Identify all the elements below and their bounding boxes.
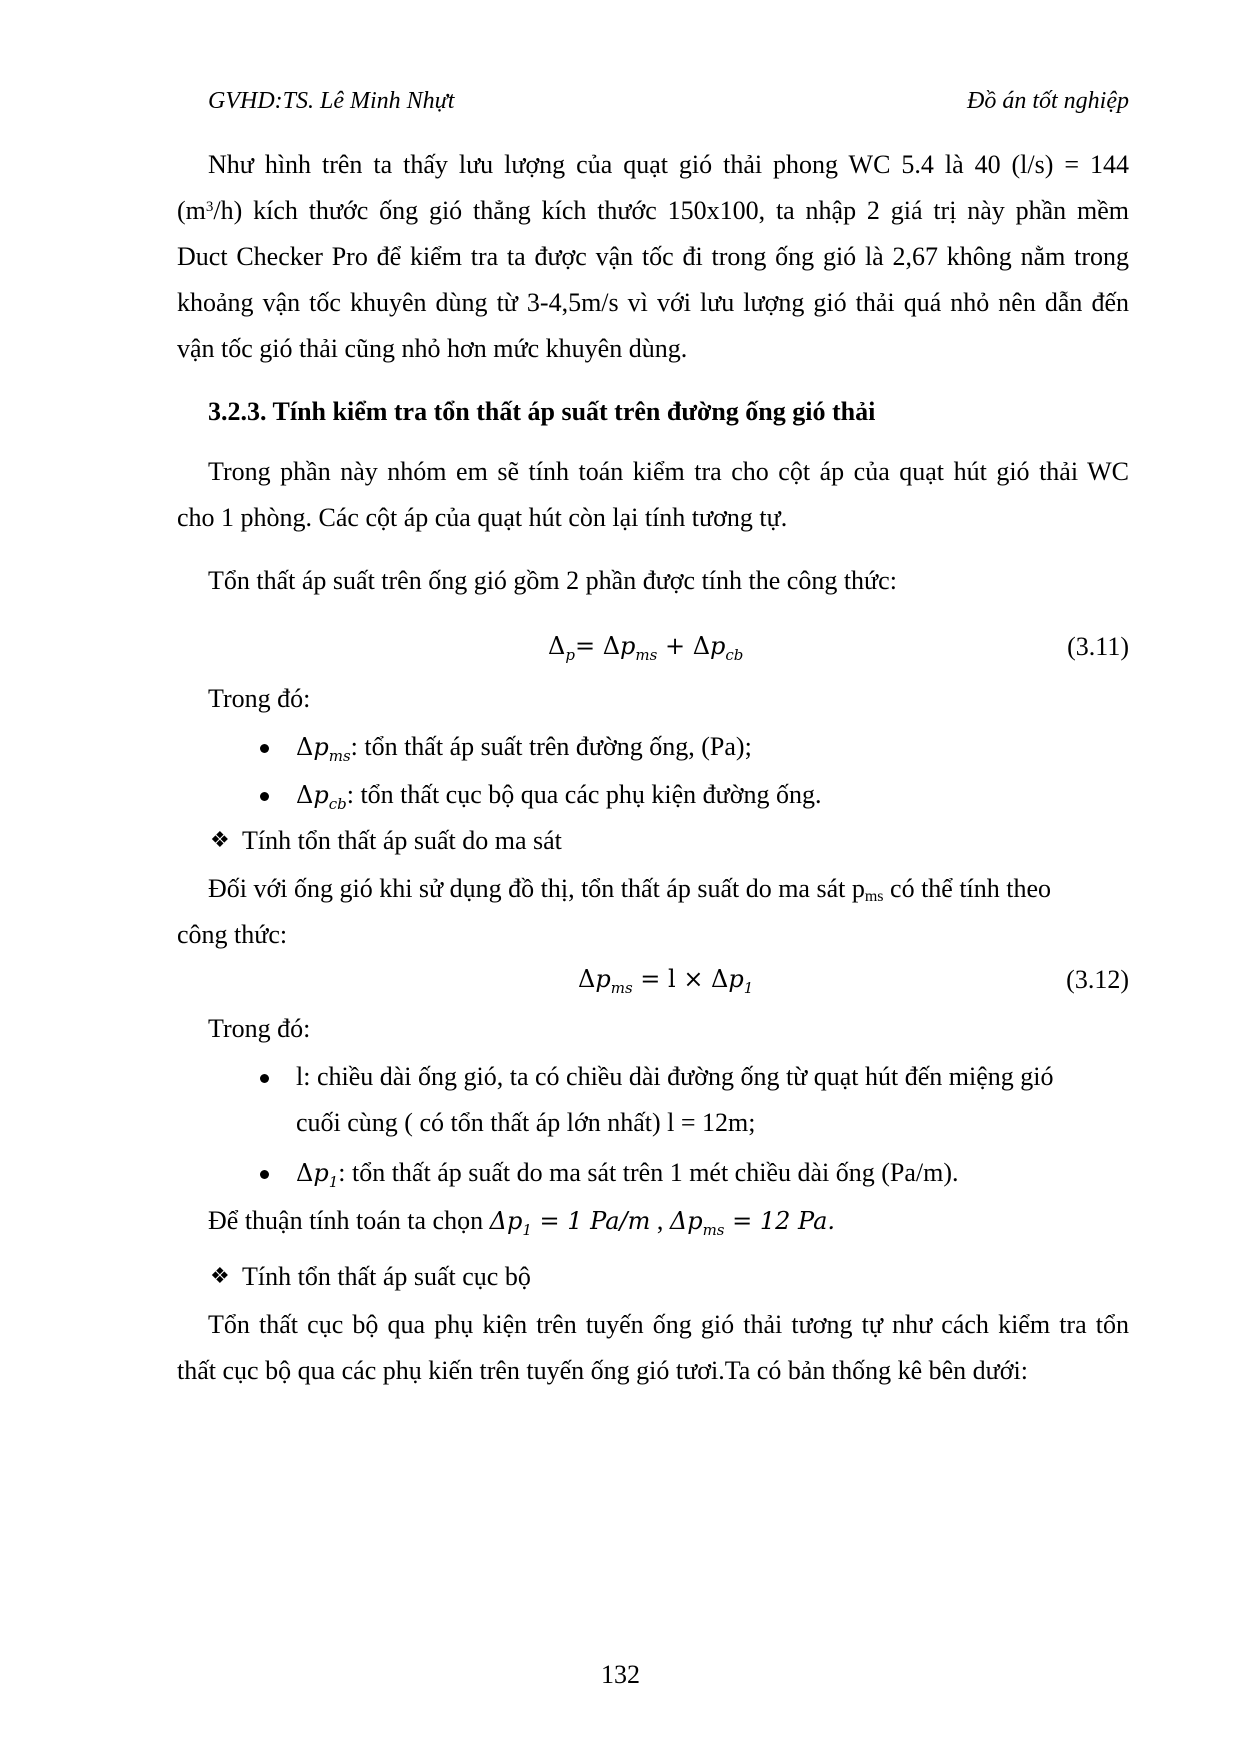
header-supervisor: GVHD:TS. Lê Minh Nhựt <box>208 88 455 114</box>
equation-3-11: $\Delta_p= \Delta p_{ms} + \Delta p_{cb}$ <box>548 632 744 664</box>
dp1-symbol: $\Delta p_1$ <box>296 1159 339 1191</box>
trong-do-label-2: Trong đó: <box>208 1014 311 1043</box>
dp-ms-text: : tổn thất áp suất trên đường ống, (Pa); <box>350 732 752 761</box>
para5-separator: , <box>650 1206 670 1235</box>
eq311-ms-sub: ms <box>635 646 658 664</box>
para1-line3: Duct Checker Pro để kiểm tra ta được vận tốc đi trong ống gió là 2,67 không nằm trong <box>177 242 1129 271</box>
cubic-superscript: 3 <box>205 199 214 215</box>
diamond-bullet-icon: ❖ <box>210 1264 230 1289</box>
dp-ms-value-rest: = 12 Pa. <box>724 1207 836 1235</box>
eq312-1-sub: 1 <box>743 979 754 997</box>
para5-text: Để thuận tính toán ta chọn <box>208 1206 490 1235</box>
para1-line2 <box>177 196 1129 226</box>
dp1-value <box>489 1207 651 1239</box>
para1-line5: vận tốc gió thải cũng nhỏ hơn mức khuyên dùng. <box>177 334 688 363</box>
trong-do-label-1: Trong đó: <box>208 684 311 713</box>
dp-ms-symbol: $\Delta p_{ms}$ <box>296 733 351 765</box>
subheading-friction-loss: Tính tổn thất áp suất do ma sát <box>242 826 562 855</box>
eq311-equals: = Δ <box>574 632 621 660</box>
equation-number-3-12: (3.12) <box>1066 965 1129 994</box>
dp1-sub: 1 <box>328 1173 339 1191</box>
eq311-delta: Δ <box>548 632 566 660</box>
dp1-value-sub: 1 <box>522 1221 532 1239</box>
section-heading: 3.2.3. Tính kiểm tra tổn thất áp suất trên đường ống gió thải <box>208 397 876 426</box>
para2-line1: Trong phần này nhóm em sẽ tính toán kiểm tra cho cột áp của quạt hút gió thải WC <box>208 457 1129 486</box>
bullet-dot <box>260 1170 269 1179</box>
dp-ms-value-symbol: Δp <box>669 1207 703 1235</box>
equation-3-12: $\Delta p_{ms} = l \times \Delta p_1$ <box>578 965 754 997</box>
dp-ms-value-sub: ms <box>702 1221 725 1239</box>
dp1-value-symbol: Δp <box>489 1207 523 1235</box>
para2-line2: cho 1 phòng. Các cột áp của quạt hút còn lại tính tương tự. <box>177 503 788 532</box>
eq311-plus: + Δ <box>657 632 711 660</box>
eq312-rhs: = l × Δ <box>632 965 729 993</box>
diamond-bullet-icon: ❖ <box>210 828 230 853</box>
para4-line1-start: Đối với ống gió khi sử dụng đồ thị, tổn thất áp suất do ma sát p <box>208 874 865 903</box>
para1-line2-start: (m <box>177 196 206 225</box>
dp-ms-sub: ms <box>328 747 351 765</box>
bullet-dp1 <box>296 1158 1241 1191</box>
eq312-ms-sub: ms <box>610 979 633 997</box>
page-number: 132 <box>601 1660 640 1689</box>
bullet-dot <box>260 1074 269 1083</box>
eq311-cb-sub: cb <box>725 646 744 664</box>
bullet-dot <box>260 792 269 801</box>
para1-line2-rest: /h) kích thước ống gió thẳng kích thước 150x100, ta nhập 2 giá trị này phần mềm <box>213 196 1129 225</box>
para1-line1: Như hình trên ta thấy lưu lượng của quạt gió thải phong WC 5.4 là 40 (l/s) = 144 <box>208 150 1129 179</box>
para4-line1-end: có thể tính theo <box>883 874 1052 903</box>
dp-cb-sub: cb <box>328 795 347 813</box>
para5 <box>208 1206 1160 1239</box>
bullet-length-line2: cuối cùng ( có tổn thất áp lớn nhất) l = 12m; <box>296 1108 756 1137</box>
para4-line2: công thức: <box>177 920 288 949</box>
para3: Tổn thất áp suất trên ống gió gồm 2 phần được tính the công thức: <box>208 566 897 595</box>
subheading-local-loss: Tính tổn thất áp suất cục bộ <box>242 1262 531 1291</box>
eq311-p-sub: p <box>565 646 575 664</box>
bullet-dot <box>260 744 269 753</box>
bullet-dp-ms <box>296 732 1241 765</box>
para4-line1 <box>208 874 1160 906</box>
para6-line1: Tổn thất cục bộ qua phụ kiện trên tuyến ống gió thải tương tự như cách kiểm tra tổn <box>208 1310 1129 1339</box>
header-document-type: Đồ án tốt nghiệp <box>967 88 1129 114</box>
bullet-length-line1: l: chiều dài ống gió, ta có chiều dài đường ống từ quạt hút đến miệng gió <box>296 1062 1054 1091</box>
para1-line4: khoảng vận tốc khuyên dùng từ 3-4,5m/s vì với lưu lượng gió thải quá nhỏ nên dẫn đến <box>177 288 1129 317</box>
dp-cb-symbol: $\Delta p_{cb}$ <box>296 781 347 813</box>
dp-cb-text: : tổn thất cục bộ qua các phụ kiện đường ống. <box>346 780 822 809</box>
para6-line2: thất cục bộ qua các phụ kiến trên tuyến ống gió tươi.Ta có bản thống kê bên dưới: <box>177 1356 1028 1385</box>
dp1-text: : tổn thất áp suất do ma sát trên 1 mét chiều dài ống (Pa/m). <box>338 1158 959 1187</box>
p-ms-subscript: ms <box>864 888 884 905</box>
bullet-dp-cb <box>296 780 1241 813</box>
dp1-value-rest: = 1 Pa/m <box>531 1207 651 1235</box>
dp-ms-value <box>669 1207 836 1239</box>
equation-number-3-11: (3.11) <box>1067 632 1129 661</box>
